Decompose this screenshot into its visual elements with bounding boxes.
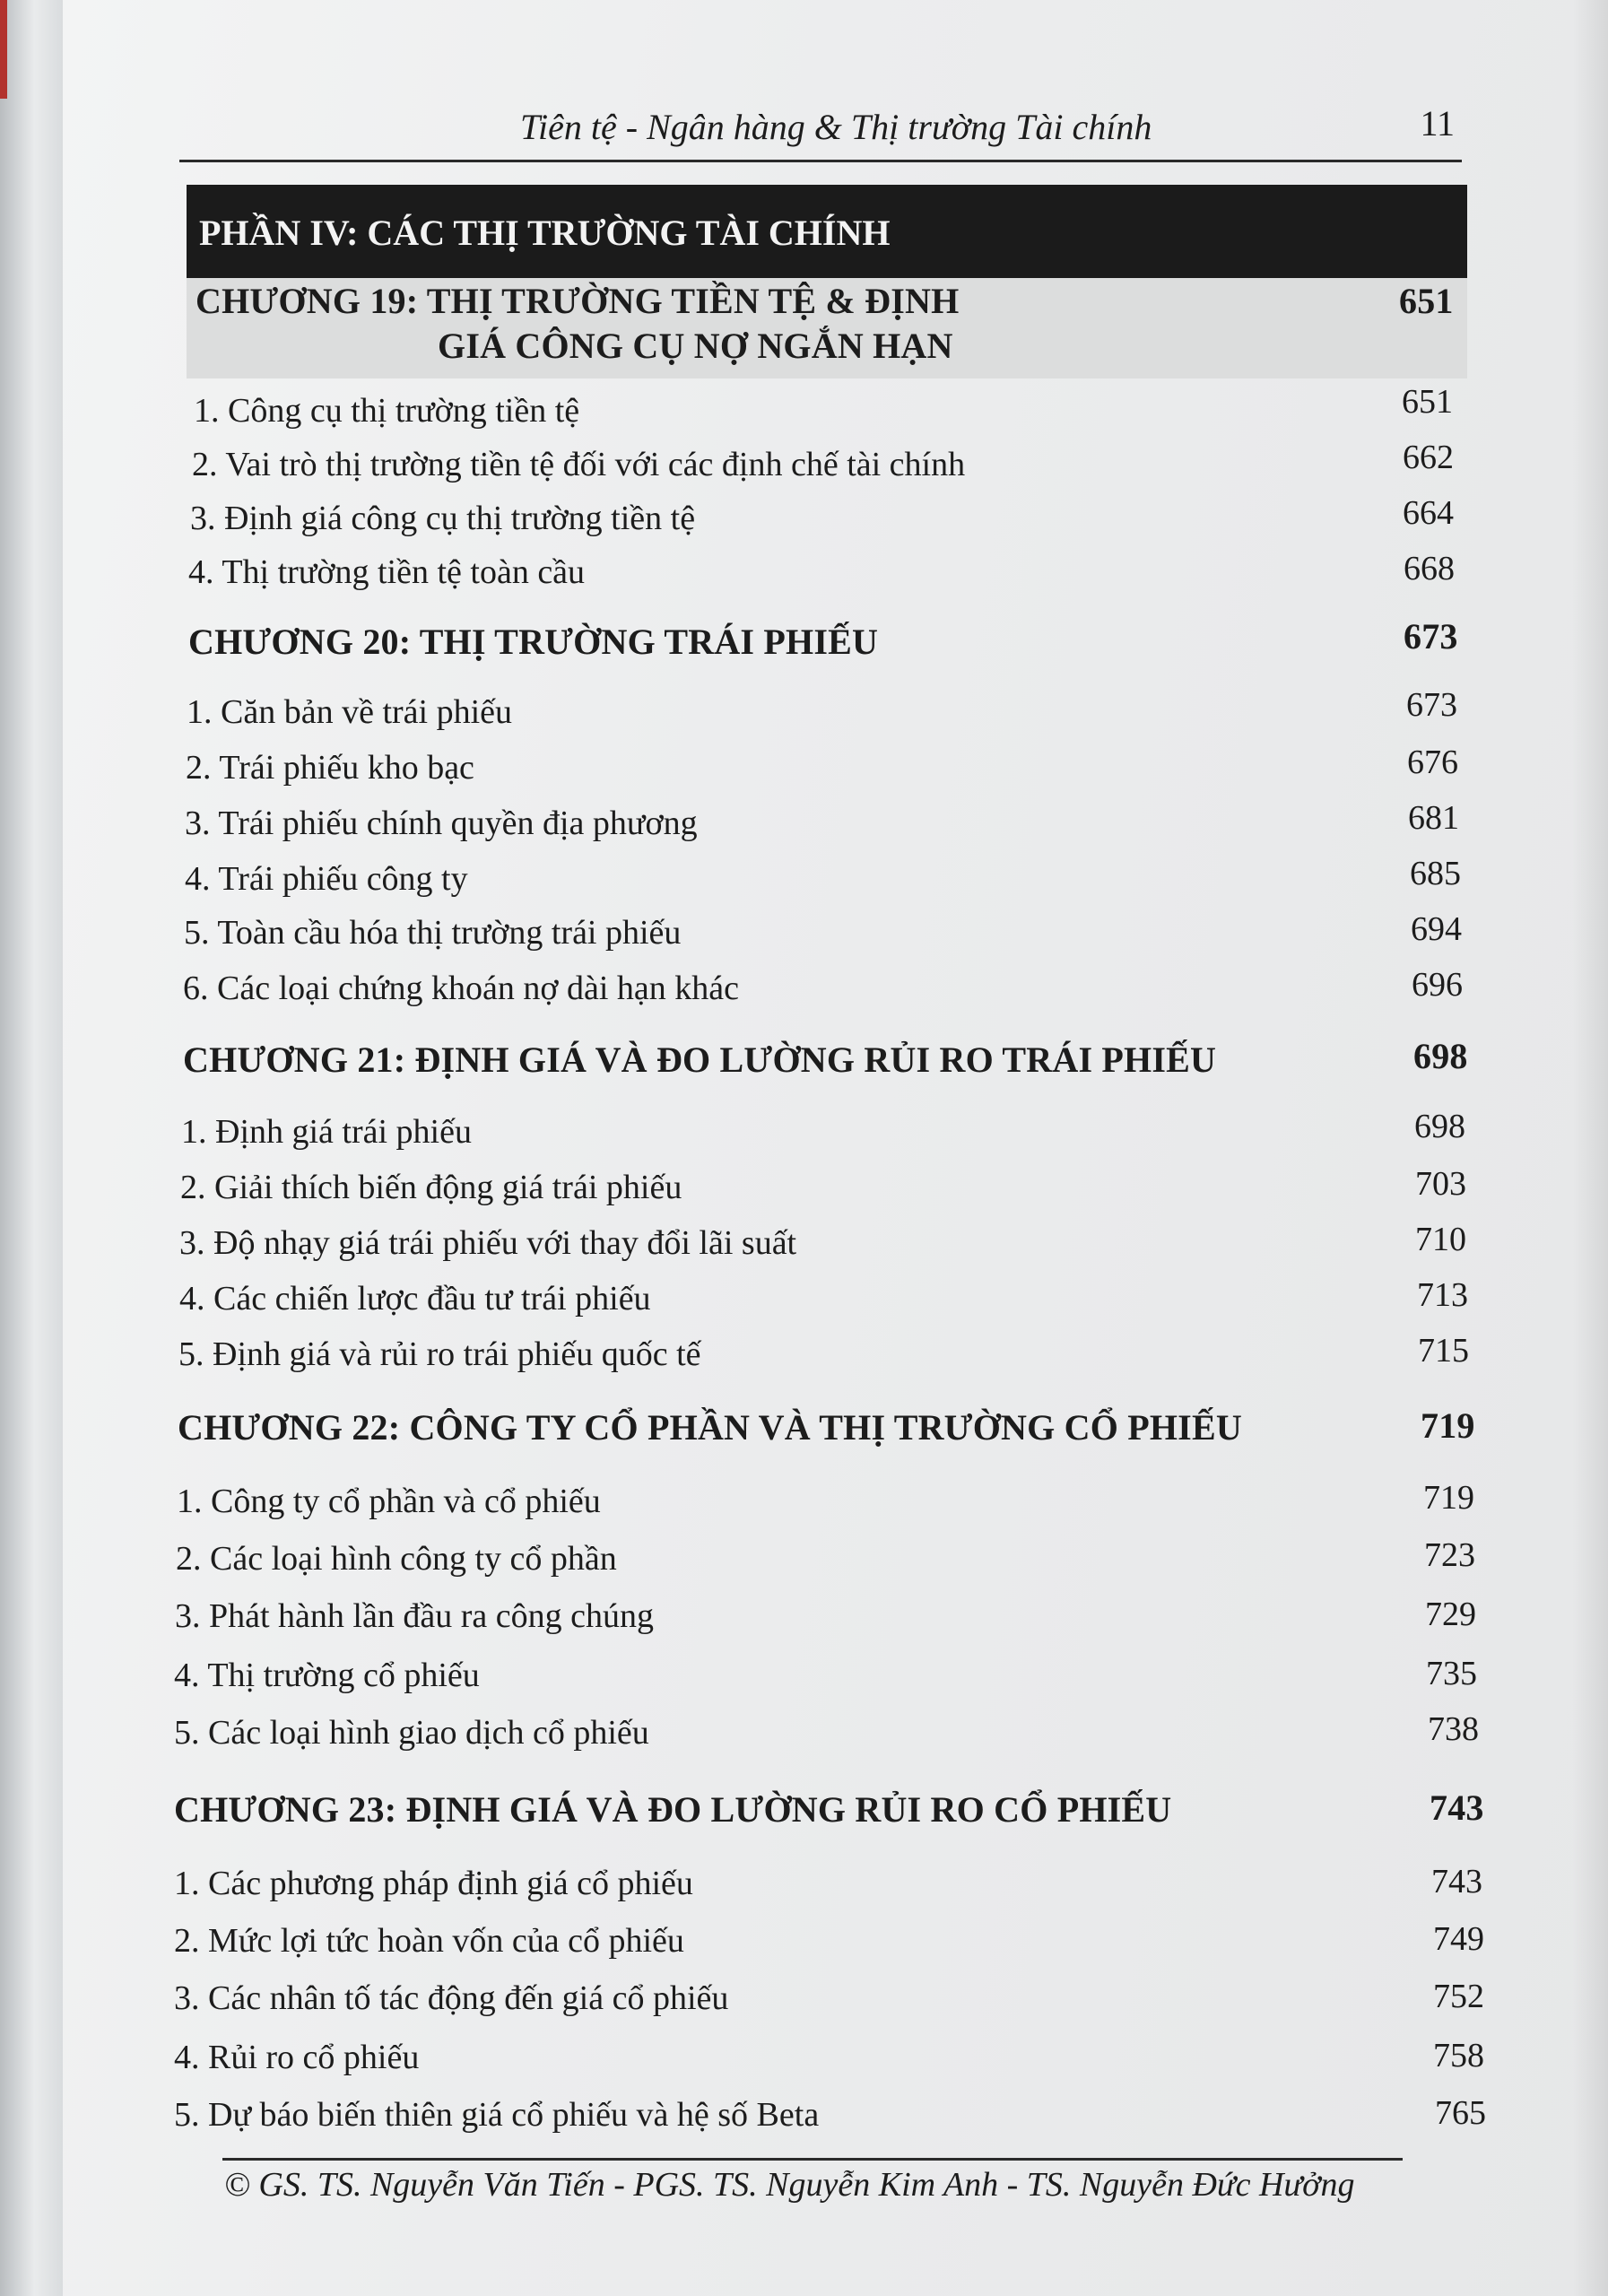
entry-title: 2. Trái phiếu kho bạc [186,749,474,787]
entry-page: 713 [1417,1276,1468,1314]
chapter-title: CHƯƠNG 21: ĐỊNH GIÁ VÀ ĐO LƯỜNG RỦI RO TRÁI PHIẾU [183,1039,1217,1080]
entry-page: 735 [1426,1655,1477,1692]
entry-page: 765 [1435,2094,1486,2132]
chapter-title: CHƯƠNG 20: THỊ TRƯỜNG TRÁI PHIẾU [188,622,879,662]
entry-title: 3. Trái phiếu chính quyền địa phương [185,804,698,842]
entry-title: 3. Phát hành lần đầu ra công chúng [175,1597,654,1635]
entry-page: 743 [1431,1863,1482,1900]
entry-title: 3. Các nhân tố tác động đến giá cổ phiếu [174,1979,729,2017]
entry-title: 6. Các loại chứng khoán nợ dài hạn khác [183,970,740,1007]
chapter-page: 719 [1421,1405,1475,1446]
entry-page: 749 [1433,1920,1484,1958]
entry-title: 4. Rủi ro cổ phiếu [174,2039,420,2076]
entry-page: 673 [1406,686,1457,724]
entry-page: 738 [1428,1710,1479,1748]
chapter-title: CHƯƠNG 22: CÔNG TY CỔ PHẦN VÀ THỊ TRƯỜNG CỔ PHIẾU [178,1407,1242,1448]
entry-page: 715 [1418,1332,1469,1370]
running-header [179,99,1462,162]
entry-title: 1. Công ty cổ phần và cổ phiếu [177,1483,601,1520]
entry-title: 5. Toàn cầu hóa thị trường trái phiếu [184,914,682,952]
entry-page: 698 [1414,1108,1465,1145]
entry-title: 1. Công cụ thị trường tiền tệ [194,392,580,430]
part-title-bar [187,185,1467,278]
entry-title: 3. Độ nhạy giá trái phiếu với thay đổi lãi suất [179,1224,797,1262]
footer-copyright: © GS. TS. Nguyễn Văn Tiến - PGS. TS. Nguyễn Kim Anh - TS. Nguyễn Đức Hưởng [224,2166,1355,2204]
entry-page: 696 [1412,966,1463,1004]
entry-title: 1. Các phương pháp định giá cổ phiếu [174,1865,693,1902]
book-binding [0,0,63,2296]
entry-page: 685 [1410,855,1461,892]
entry-title: 2. Giải thích biến động giá trái phiếu [180,1169,682,1206]
chapter-title-continued: GIÁ CÔNG CỤ NỢ NGẮN HẠN [438,326,953,366]
entry-page: 664 [1403,494,1454,532]
cover-edge [0,0,7,99]
entry-page: 752 [1433,1978,1484,2015]
entry-title: 5. Dự báo biến thiên giá cổ phiếu và hệ số Beta [174,2096,820,2134]
entry-page: 729 [1425,1596,1476,1633]
chapter-page: 673 [1404,616,1458,657]
entry-title: 2. Mức lợi tức hoàn vốn của cổ phiếu [174,1922,684,1960]
entry-title: 1. Căn bản về trái phiếu [187,693,513,731]
entry-title: 1. Định giá trái phiếu [181,1113,472,1151]
entry-title: 3. Định giá công cụ thị trường tiền tệ [190,500,696,537]
chapter-page: 743 [1430,1787,1484,1828]
entry-page: 758 [1433,2037,1484,2074]
entry-page: 651 [1402,383,1453,421]
entry-page: 719 [1423,1479,1474,1517]
entry-page: 703 [1415,1165,1466,1203]
entry-title: 2. Vai trò thị trường tiền tệ đối với các định chế tài chính [192,446,966,483]
entry-page: 694 [1411,910,1462,948]
entry-page: 676 [1407,744,1458,781]
entry-title: 5. Định giá và rủi ro trái phiếu quốc tế [178,1335,701,1373]
book-page [63,0,1608,2296]
entry-title: 4. Thị trường tiền tệ toàn cầu [188,553,586,591]
page-shadow [1572,0,1608,2296]
entry-title: 4. Trái phiếu công ty [185,860,468,898]
chapter-title: CHƯƠNG 23: ĐỊNH GIÁ VÀ ĐO LƯỜNG RỦI RO CỔ PHIẾU [174,1789,1172,1830]
chapter-page: 698 [1413,1036,1468,1076]
chapter-page: 651 [1399,281,1454,321]
footer-rule [222,2158,1403,2161]
entry-title: 4. Các chiến lược đầu tư trái phiếu [179,1280,651,1318]
entry-page: 668 [1404,550,1455,587]
running-title: Tiên tệ - Ngân hàng & Thị trường Tài chính [520,107,1152,147]
entry-title: 4. Thị trường cổ phiếu [174,1657,480,1694]
chapter-title: CHƯƠNG 19: THỊ TRƯỜNG TIỀN TỆ & ĐỊNH [196,281,960,321]
part-title: PHẦN IV: CÁC THỊ TRƯỜNG TÀI CHÍNH [199,213,891,253]
page-number: 11 [1420,103,1455,144]
entry-page: 681 [1408,799,1459,837]
entry-title: 2. Các loại hình công ty cổ phần [176,1540,617,1578]
entry-page: 710 [1415,1221,1466,1258]
entry-title: 5. Các loại hình giao dịch cổ phiếu [174,1714,649,1752]
entry-page: 723 [1424,1536,1475,1574]
entry-page: 662 [1403,439,1454,476]
